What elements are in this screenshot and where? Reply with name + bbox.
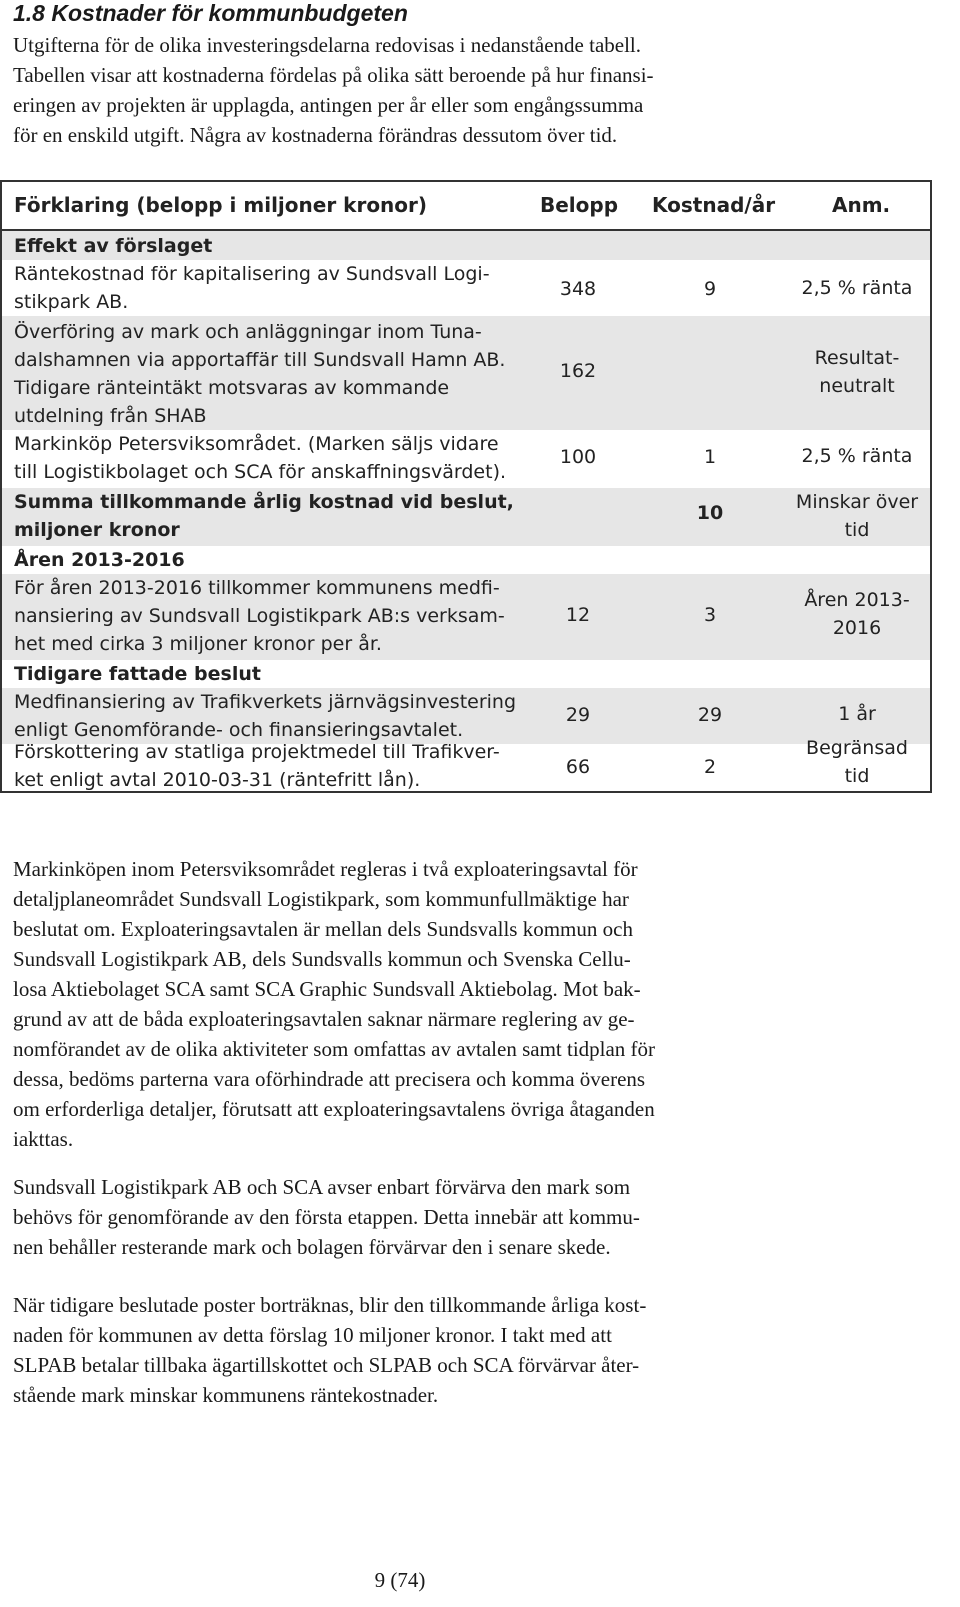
row-anm: Begränsad (806, 737, 908, 759)
row-kostnad: 1 (703, 446, 717, 468)
row-anm: Resultat- (814, 347, 900, 369)
body-line: losa Aktiebolaget SCA samt SCA Graphic Sundsvall Aktiebolag. Mot bak- (13, 977, 641, 1001)
row-kostnad: 29 (697, 704, 723, 726)
row-desc: Förskottering av statliga projektmedel till Trafikver- (14, 741, 500, 763)
body-line: SLPAB betalar tillbaka ägartillskottet och SLPAB och SCA förvärvar åter- (13, 1353, 640, 1377)
row-anm: tid (844, 765, 870, 787)
intro-line: Utgifterna för de olika investeringsdelarna redovisas i nedanstående tabell. (13, 33, 642, 57)
row-anm: tid (844, 519, 870, 541)
body-paragraph (13, 1290, 813, 1410)
body-line: om erforderliga detaljer, förutsatt att exploateringsavtalens övriga åtaganden (13, 1097, 655, 1121)
row-kostnad: 9 (703, 278, 717, 300)
row-desc: stikpark AB. (14, 291, 129, 313)
row-desc: Åren 2013-2016 (14, 549, 185, 571)
row-kostnad: 2 (703, 756, 717, 778)
body-line: nomförandet av de olika aktiviteter som omfattas av avtalen samt tidplan för (13, 1037, 656, 1061)
table-row (2, 546, 930, 574)
body-line: Sundsvall Logistikpark AB, dels Sundsvalls kommun och Svenska Cellu- (13, 947, 631, 971)
table-row (2, 574, 930, 660)
table-row (2, 660, 930, 688)
row-desc: het med cirka 3 miljoner kronor per år. (14, 633, 382, 655)
row-belopp: 100 (559, 446, 597, 468)
table-row (2, 488, 930, 546)
body-line: grund av att de båda exploateringsavtalen saknar närmare reglering av ge- (13, 1007, 635, 1031)
body-line: Sundsvall Logistikpark AB och SCA avser enbart förvärva den mark som (13, 1175, 631, 1199)
body-line: iakttas. (13, 1127, 74, 1151)
row-desc: Effekt av förslaget (14, 235, 213, 257)
header-anm: Anm. (832, 193, 891, 217)
row-desc: utdelning från SHAB (14, 405, 207, 427)
row-desc: enligt Genomförande- och finansieringsavtalet. (14, 719, 464, 741)
body-line: naden för kommunen av detta förslag 10 miljoner kronor. I takt med att (13, 1323, 612, 1347)
intro-paragraph (13, 30, 813, 150)
row-desc: Summa tillkommande årlig kostnad vid beslut, (14, 491, 514, 513)
intro-line: för en enskild utgift. Några av kostnaderna förändras dessutom över tid. (13, 123, 618, 147)
row-belopp: 348 (559, 278, 597, 300)
row-belopp: 162 (559, 360, 597, 382)
body-line: detaljplaneområdet Sundsvall Logistikpark, som kommunfullmäktige har (13, 887, 629, 911)
section-heading: 1.8 Kostnader för kommunbudgeten (13, 0, 408, 26)
table-row (2, 737, 930, 791)
header-desc: Förklaring (belopp i miljoner kronor) (14, 193, 428, 217)
row-desc: miljoner kronor (14, 519, 180, 541)
row-anm: 2,5 % ränta (801, 445, 913, 467)
row-desc: Medfinansiering av Trafikverkets järnvägsinvestering (14, 691, 517, 713)
header-kostnad: Kostnad/år (652, 193, 776, 217)
intro-line: Tabellen visar att kostnaderna fördelas på olika sätt beroende på hur finansi- (13, 63, 654, 87)
body-line: beslutat om. Exploateringsavtalen är mellan dels Sundsvalls kommun och (13, 917, 633, 941)
body-line: Markinköpen inom Petersviksområdet regleras i två exploateringsavtal för (13, 857, 638, 881)
cost-table (0, 180, 932, 793)
row-anm: Minskar över (795, 491, 919, 513)
row-desc: ket enligt avtal 2010-03-31 (räntefritt lån). (14, 769, 421, 791)
intro-line: eringen av projekten är upplagda, antingen per år eller som engångssumma (13, 93, 644, 117)
row-anm: neutralt (819, 375, 895, 397)
row-belopp: 29 (565, 704, 591, 726)
body-paragraph (13, 1172, 813, 1262)
body-line: nen behåller resterande mark och bolagen förvärvar den i senare skede. (13, 1235, 611, 1259)
page-number: 9 (74) (374, 1568, 426, 1592)
row-anm: 2016 (832, 617, 882, 639)
header-belopp: Belopp (540, 193, 619, 217)
table-row (2, 316, 930, 430)
row-kostnad: 10 (696, 502, 724, 524)
row-belopp: 66 (565, 756, 591, 778)
row-kostnad: 3 (703, 604, 717, 626)
body-line: När tidigare beslutade poster borträknas, blir den tillkommande årliga kost- (13, 1293, 647, 1317)
row-desc: Överföring av mark och anläggningar inom Tuna- (14, 321, 482, 343)
table-header (2, 182, 930, 231)
row-desc: dalshamnen via apportaffär till Sundsvall Hamn AB. (14, 349, 506, 371)
row-anm: 2,5 % ränta (801, 277, 913, 299)
row-desc: Tidigare ränteintäkt motsvaras av kommande (14, 377, 450, 399)
row-desc: Räntekostnad för kapitalisering av Sundsvall Logi- (14, 263, 490, 285)
body-paragraph (13, 854, 813, 1154)
table-row (2, 231, 930, 260)
row-anm: 1 år (838, 703, 876, 725)
row-desc: till Logistikbolaget och SCA för anskaffningsvärdet). (14, 461, 507, 483)
row-desc: Markinköp Petersviksområdet. (Marken säljs vidare (14, 433, 499, 455)
row-anm: Åren 2013- (804, 589, 910, 611)
body-line: dessa, bedöms parterna vara oförhindrade att precisera och komma överens (13, 1067, 646, 1091)
body-line: behövs för genomförande av den första etappen. Detta innebär att kommu- (13, 1205, 640, 1229)
row-desc: nansiering av Sundsvall Logistikpark AB:s verksam- (14, 605, 505, 627)
body-line: stående mark minskar kommunens räntekostnader. (13, 1383, 439, 1407)
row-desc: Tidigare fattade beslut (14, 663, 261, 685)
row-belopp: 12 (565, 604, 591, 626)
table-row (2, 260, 930, 316)
row-desc: För åren 2013-2016 tillkommer kommunens medfi- (14, 577, 500, 599)
table-row (2, 430, 930, 488)
